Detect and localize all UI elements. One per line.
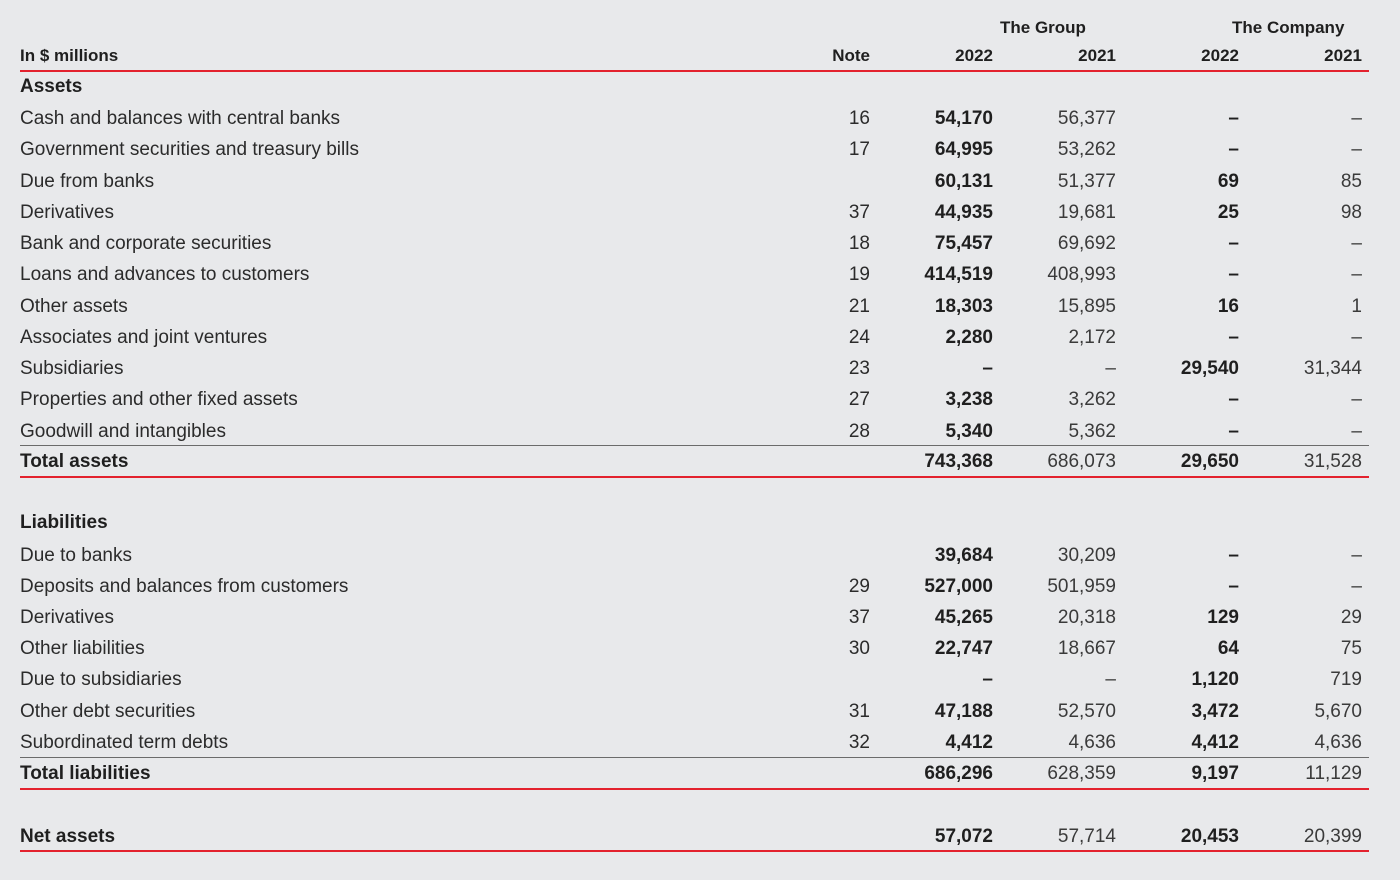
group-2021-value: 501,959 [1047, 576, 1116, 598]
total-company-2021: 31,528 [1303, 451, 1362, 472]
row-label: Due from banks [20, 170, 155, 192]
company-2021-value: – [1351, 326, 1362, 348]
row-note: 16 [848, 108, 870, 129]
row-note: 29 [848, 576, 870, 598]
company-2022-value: 69 [1217, 170, 1239, 192]
group-2022-value: 3,238 [945, 389, 993, 411]
company-2022-header: 2022 [1201, 46, 1239, 65]
company-2021-value: – [1351, 264, 1362, 286]
row-note: 37 [848, 201, 870, 223]
liabilities-title: Liabilities [20, 512, 108, 533]
group-2021-value: 20,318 [1057, 607, 1116, 629]
total-group-2022: 743,368 [924, 451, 993, 472]
company-2022-value: – [1228, 233, 1239, 254]
group-2022-value: 44,935 [934, 201, 993, 223]
net-company-2022: 20,453 [1180, 826, 1239, 847]
assets-subtotal-rule [20, 445, 1369, 446]
units-label: In $ millions [20, 46, 119, 65]
row-label: Associates and joint ventures [20, 326, 268, 348]
table-row [20, 105, 1369, 133]
group-header: The Group [1000, 18, 1086, 37]
row-label: Due to banks [20, 545, 132, 566]
table-row [20, 355, 1369, 383]
group-2021-value: 69,692 [1057, 233, 1116, 254]
company-2021-header: 2021 [1324, 46, 1362, 65]
company-2022-value: 25 [1217, 201, 1239, 223]
row-label: Due to subsidiaries [20, 669, 182, 691]
row-note: 19 [848, 264, 870, 286]
group-2022-header: 2022 [955, 46, 993, 65]
group-2021-value: 3,262 [1068, 389, 1116, 411]
table-row [20, 324, 1369, 352]
group-2022-value: 60,131 [934, 170, 993, 192]
company-2021-value: 75 [1340, 638, 1362, 660]
group-2021-value: 2,172 [1068, 326, 1116, 348]
group-2021-value: 56,377 [1057, 108, 1116, 129]
group-2022-value: 54,170 [934, 108, 993, 129]
company-2021-value: – [1351, 545, 1362, 566]
row-label: Other debt securities [20, 700, 196, 722]
group-2021-value: 51,377 [1057, 170, 1116, 192]
row-label: Derivatives [20, 201, 114, 223]
group-2022-value: 414,519 [924, 264, 993, 286]
net-assets-row [20, 823, 1369, 851]
total-assets-rule [20, 476, 1369, 478]
company-2021-value: 31,344 [1303, 358, 1362, 379]
group-2022-value: 75,457 [934, 233, 993, 254]
company-2022-value: – [1228, 576, 1239, 598]
table-row [20, 199, 1369, 227]
company-2022-value: 64 [1217, 638, 1239, 660]
group-2021-value: 19,681 [1057, 201, 1116, 223]
row-label: Deposits and balances from customers [20, 576, 349, 598]
row-label: Properties and other fixed assets [20, 389, 298, 411]
company-2021-value: – [1351, 139, 1362, 161]
company-2022-value: 3,472 [1191, 700, 1239, 722]
table-row [20, 168, 1369, 196]
table-row [20, 635, 1369, 663]
net-assets-label: Net assets [20, 826, 116, 847]
row-note: 28 [848, 420, 870, 442]
table-row [20, 418, 1369, 446]
group-2022-value: – [982, 669, 993, 691]
row-note: 30 [848, 638, 870, 660]
row-note: 32 [848, 731, 870, 753]
group-2021-value: – [1105, 669, 1116, 691]
table-row [20, 542, 1369, 570]
company-2022-value: 1,120 [1191, 669, 1239, 691]
company-2021-value: – [1351, 233, 1362, 254]
group-2021-value: 15,895 [1057, 295, 1116, 317]
row-label: Other assets [20, 295, 128, 317]
total-group-2021: 628,359 [1047, 763, 1116, 784]
group-2021-value: – [1105, 358, 1116, 379]
total-liabilities-rule [20, 788, 1369, 790]
table-row [20, 386, 1369, 414]
company-header: The Company [1232, 18, 1345, 37]
group-2021-value: 53,262 [1057, 139, 1116, 161]
group-2022-value: 47,188 [934, 700, 993, 722]
row-label: Subsidiaries [20, 358, 124, 379]
table-row [20, 729, 1369, 757]
group-2022-value: 64,995 [934, 139, 993, 161]
row-note: 27 [848, 389, 870, 411]
row-label: Subordinated term debts [20, 731, 229, 753]
company-2021-value: 4,636 [1314, 731, 1362, 753]
company-2021-value: 29 [1340, 607, 1362, 629]
company-2021-value: – [1351, 389, 1362, 411]
table-row [20, 698, 1369, 726]
company-2021-value: – [1351, 576, 1362, 598]
group-2022-value: 5,340 [945, 420, 993, 442]
company-2021-value: 1 [1351, 295, 1362, 317]
company-2022-value: – [1228, 139, 1239, 161]
net-group-2021: 57,714 [1057, 826, 1116, 847]
table-row [20, 666, 1369, 694]
total-group-2021: 686,073 [1047, 451, 1116, 472]
group-2022-value: 45,265 [934, 607, 993, 629]
group-2022-value: 2,280 [945, 326, 993, 348]
company-2022-value: 129 [1207, 607, 1239, 629]
company-2022-value: – [1228, 545, 1239, 566]
group-2022-value: 4,412 [945, 731, 993, 753]
row-label: Derivatives [20, 607, 114, 629]
total-liabilities-row [20, 760, 1369, 788]
company-2022-value: – [1228, 389, 1239, 411]
group-2021-header: 2021 [1078, 46, 1116, 65]
row-label: Bank and corporate securities [20, 233, 272, 254]
company-2022-value: – [1228, 326, 1239, 348]
company-2022-value: – [1228, 108, 1239, 129]
row-note: 23 [848, 358, 870, 379]
row-note: 31 [848, 700, 870, 722]
company-2021-value: – [1351, 420, 1362, 442]
table-row [20, 136, 1369, 164]
row-label: Other liabilities [20, 638, 145, 660]
assets-title: Assets [20, 76, 83, 97]
header-rule [20, 70, 1369, 72]
group-2021-value: 30,209 [1057, 545, 1116, 566]
row-note: 21 [848, 295, 870, 317]
group-2022-value: 39,684 [934, 545, 993, 566]
total-group-2022: 686,296 [924, 763, 993, 784]
company-2021-value: 85 [1340, 170, 1362, 192]
company-2022-value: 4,412 [1191, 731, 1239, 753]
group-2022-value: – [982, 358, 993, 379]
company-2022-value: – [1228, 264, 1239, 286]
table-row [20, 293, 1369, 321]
total-label: Total assets [20, 451, 129, 472]
company-2021-value: 98 [1340, 201, 1362, 223]
company-2022-value: – [1228, 420, 1239, 442]
liabilities-subtotal-rule [20, 757, 1369, 758]
group-2021-value: 4,636 [1068, 731, 1116, 753]
company-2022-value: 29,540 [1180, 358, 1239, 379]
table-row [20, 230, 1369, 258]
row-label: Government securities and treasury bills [20, 139, 359, 161]
company-2021-value: – [1351, 108, 1362, 129]
group-2022-value: 527,000 [924, 576, 993, 598]
row-label: Goodwill and intangibles [20, 420, 226, 442]
company-2022-value: 16 [1217, 295, 1239, 317]
company-2021-value: 5,670 [1314, 700, 1362, 722]
group-2021-value: 5,362 [1068, 420, 1116, 442]
row-label: Cash and balances with central banks [20, 108, 341, 129]
total-company-2022: 9,197 [1191, 763, 1239, 784]
net-assets-rule [20, 850, 1369, 852]
row-note: 17 [848, 139, 870, 161]
net-group-2022: 57,072 [934, 826, 993, 847]
group-2022-value: 22,747 [934, 638, 993, 660]
net-company-2021: 20,399 [1303, 826, 1362, 847]
row-note: 37 [848, 607, 870, 629]
company-2021-value: 719 [1330, 669, 1362, 691]
group-2021-value: 52,570 [1057, 700, 1116, 722]
row-note: 24 [848, 326, 870, 348]
note-header: Note [832, 46, 870, 65]
group-2021-value: 18,667 [1057, 638, 1116, 660]
table-row [20, 604, 1369, 632]
total-assets-row [20, 448, 1369, 476]
row-note: 18 [848, 233, 870, 254]
group-2021-value: 408,993 [1047, 264, 1116, 286]
total-label: Total liabilities [20, 763, 151, 784]
total-company-2022: 29,650 [1180, 451, 1239, 472]
group-2022-value: 18,303 [934, 295, 993, 317]
table-row [20, 261, 1369, 289]
table-row [20, 573, 1369, 601]
row-label: Loans and advances to customers [20, 264, 310, 286]
column-header-row [20, 42, 1369, 70]
total-company-2021: 11,129 [1305, 763, 1362, 784]
